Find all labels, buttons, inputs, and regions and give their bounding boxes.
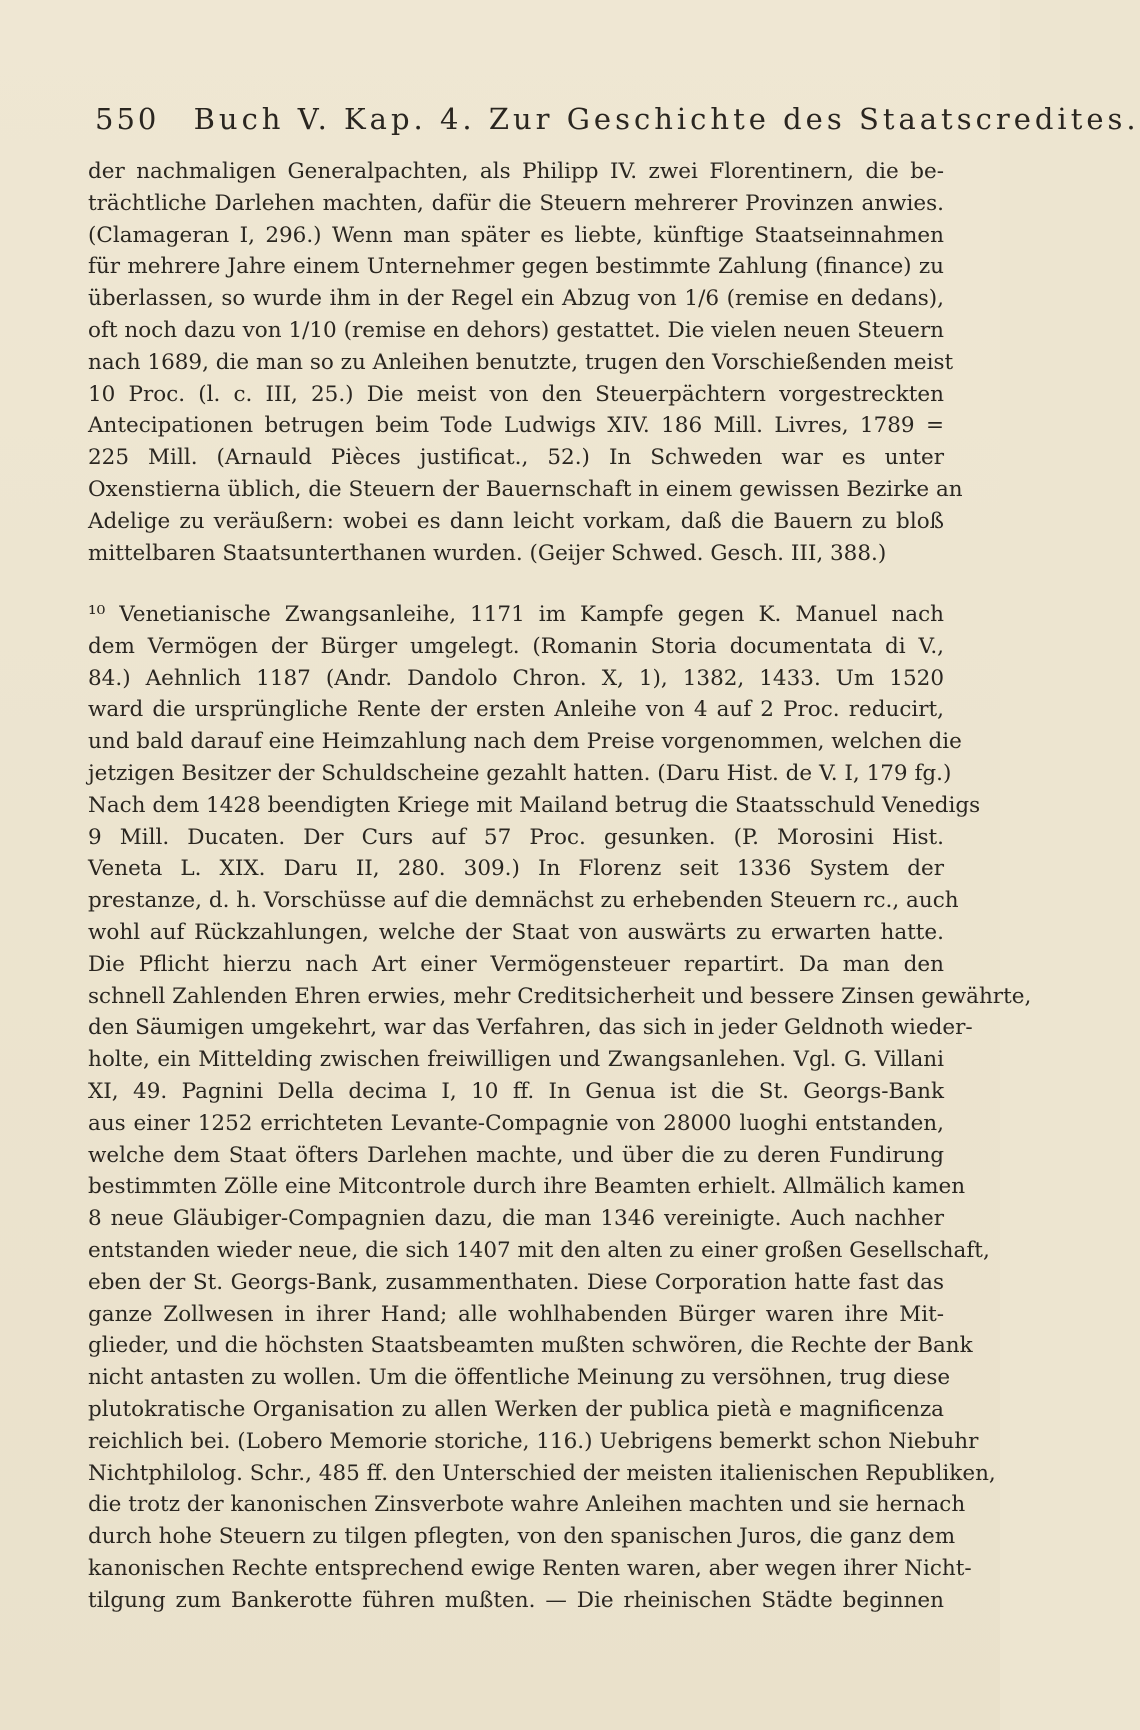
text-line: nach 1689, die man so zu Anleihen benutzte, trugen den Vorschießenden meist (88, 349, 954, 375)
text-line: eben der St. Georgs-Bank, zusammenthaten. Diese Corporation hatte fast das (88, 1269, 944, 1295)
text-line: welche dem Staat öfters Darlehen machte, und über die zu deren Fundirung (88, 1142, 944, 1168)
text-line: Nach dem 1428 beendigten Kriege mit Mailand betrug die Staatsschuld Venedigs (88, 792, 981, 818)
text-line: oft noch dazu von 1/10 (remise en dehors) gestattet. Die vielen neuen Steuern (88, 317, 944, 343)
text-line: schnell Zahlenden Ehren erwies, mehr Creditsicherheit und bessere Zinsen gewährte, (88, 983, 1032, 1009)
text-line: 8 neue Gläubiger-Compagnien dazu, die man 1346 vereinigte. Auch nachher (88, 1206, 944, 1232)
text-line: Oxenstierna üblich, die Steuern der Bauernschaft in einem gewissen Bezirke an (88, 476, 963, 502)
text-line: Antecipationen betrugen beim Tode Ludwigs XIV. 186 Mill. Livres, 1789 = (88, 413, 944, 439)
text-line: für mehrere Jahre einem Unternehmer gegen bestimmte Zahlung (finance) zu (88, 254, 944, 280)
text-line: 84.) Aehnlich 1187 (Andr. Dandolo Chron. X, 1), 1382, 1433. Um 1520 (88, 665, 944, 691)
text-line: (Clamageran I, 296.) Wenn man später es liebte, künftige Staatseinnahmen (88, 222, 944, 248)
text-line: durch hohe Steuern zu tilgen pflegten, von den spanischen Juros, die ganz dem (88, 1524, 956, 1550)
text-line: Veneta L. XIX. Daru II, 280. 309.) In Florenz seit 1336 System der (88, 856, 944, 882)
text-line: ¹⁰ Venetianische Zwangsanleihe, 1171 im Kampfe gegen K. Manuel nach (88, 602, 944, 627)
text-line: entstanden wieder neue, die sich 1407 mit den alten zu einer großen Gesellschaft, (88, 1237, 990, 1263)
text-line: und bald darauf eine Heimzahlung nach dem Preise vorgenommen, welchen die (88, 729, 962, 755)
text-line: kanonischen Rechte entsprechend ewige Renten waren, aber wegen ihrer Nicht- (88, 1555, 972, 1581)
text-line: Adelige zu veräußern: wobei es dann leicht vorkam, daß die Bauern zu bloß (88, 508, 944, 534)
text-line: Die Pflicht hierzu nach Art einer Vermögensteuer repartirt. Da man den (88, 951, 944, 977)
text-line: holte, ein Mittelding zwischen freiwilligen und Zwangsanlehen. Vgl. G. Villani (88, 1047, 944, 1073)
text-line: prestanze, d. h. Vorschüsse auf die demnächst zu erhebenden Steuern rc., auch (88, 888, 959, 914)
text-line: dem Vermögen der Bürger umgelegt. (Romanin Storia documentata di V., (88, 633, 944, 659)
footnote-10 (88, 599, 1032, 1617)
text-line: trächtliche Darlehen machten, dafür die Steuern mehrerer Provinzen anwies. (88, 190, 944, 216)
text-line: jetzigen Besitzer der Schuldscheine gezahlt hatten. (Daru Hist. de V. I, 179 fg.) (88, 760, 952, 786)
text-line: den Säumigen umgekehrt, war das Verfahren, das sich in jeder Geldnoth wieder- (88, 1015, 973, 1041)
text-line: glieder, und die höchsten Staatsbeamten mußten schwören, die Rechte der Bank (88, 1333, 973, 1359)
text-line: plutokratische Organisation zu allen Werken der publica pietà e magnificenza (88, 1396, 944, 1422)
text-line: ward die ursprüngliche Rente der ersten Anleihe von 4 auf 2 Proc. reducirt, (88, 697, 944, 723)
running-head: Buch V. Kap. 4. Zur Geschichte des Staatscredites. (193, 102, 1140, 136)
text-line: überlassen, so wurde ihm in der Regel ein Abzug von 1/6 (remise en dedans), (88, 286, 944, 312)
page-number: 550 (95, 102, 160, 136)
text-line: ganze Zollwesen in ihrer Hand; alle wohlhabenden Bürger waren ihre Mit- (88, 1301, 944, 1327)
text-line: die trotz der kanonischen Zinsverbote wahre Anleihen machten und sie hernach (88, 1492, 966, 1518)
text-line: 9 Mill. Ducaten. Der Curs auf 57 Proc. gesunken. (P. Morosini Hist. (88, 824, 944, 850)
text-line: 225 Mill. (Arnauld Pièces justificat., 52.) In Schweden war es unter (88, 445, 944, 471)
text-line: aus einer 1252 errichteten Levante-Compagnie von 28000 luoghi entstanden, (88, 1110, 944, 1136)
text-line: der nachmaligen Generalpachten, als Philipp IV. zwei Florentinern, die be- (88, 159, 944, 184)
text-line: mittelbaren Staatsunterthanen wurden. (Geijer Schwed. Gesch. III, 388.) (88, 540, 887, 566)
page-header (95, 102, 1140, 142)
text-line: reichlich bei. (Lobero Memorie storiche, 116.) Uebrigens bemerkt schon Niebuhr (88, 1428, 979, 1454)
text-line: nicht antasten zu wollen. Um die öffentliche Meinung zu versöhnen, trug diese (88, 1365, 951, 1391)
text-line: XI, 49. Pagnini Della decima I, 10 ff. In Genua ist die St. Georgs-Bank (88, 1078, 944, 1104)
text-line: 10 Proc. (l. c. III, 25.) Die meist von den Steuerpächtern vorgestreckten (88, 381, 944, 407)
text-line: wohl auf Rückzahlungen, welche der Staat von auswärts zu erwarten hatte. (88, 919, 944, 945)
text-line: Nichtphilolog. Schr., 485 ff. den Unterschied der meisten italienischen Republiken, (88, 1460, 996, 1486)
paragraph-continuation (88, 156, 963, 569)
text-line: bestimmten Zölle eine Mitcontrole durch ihre Beamten erhielt. Allmälich kamen (88, 1174, 966, 1200)
text-line: tilgung zum Bankerotte führen mußten. — Die rheinischen Städte beginnen (88, 1587, 944, 1613)
